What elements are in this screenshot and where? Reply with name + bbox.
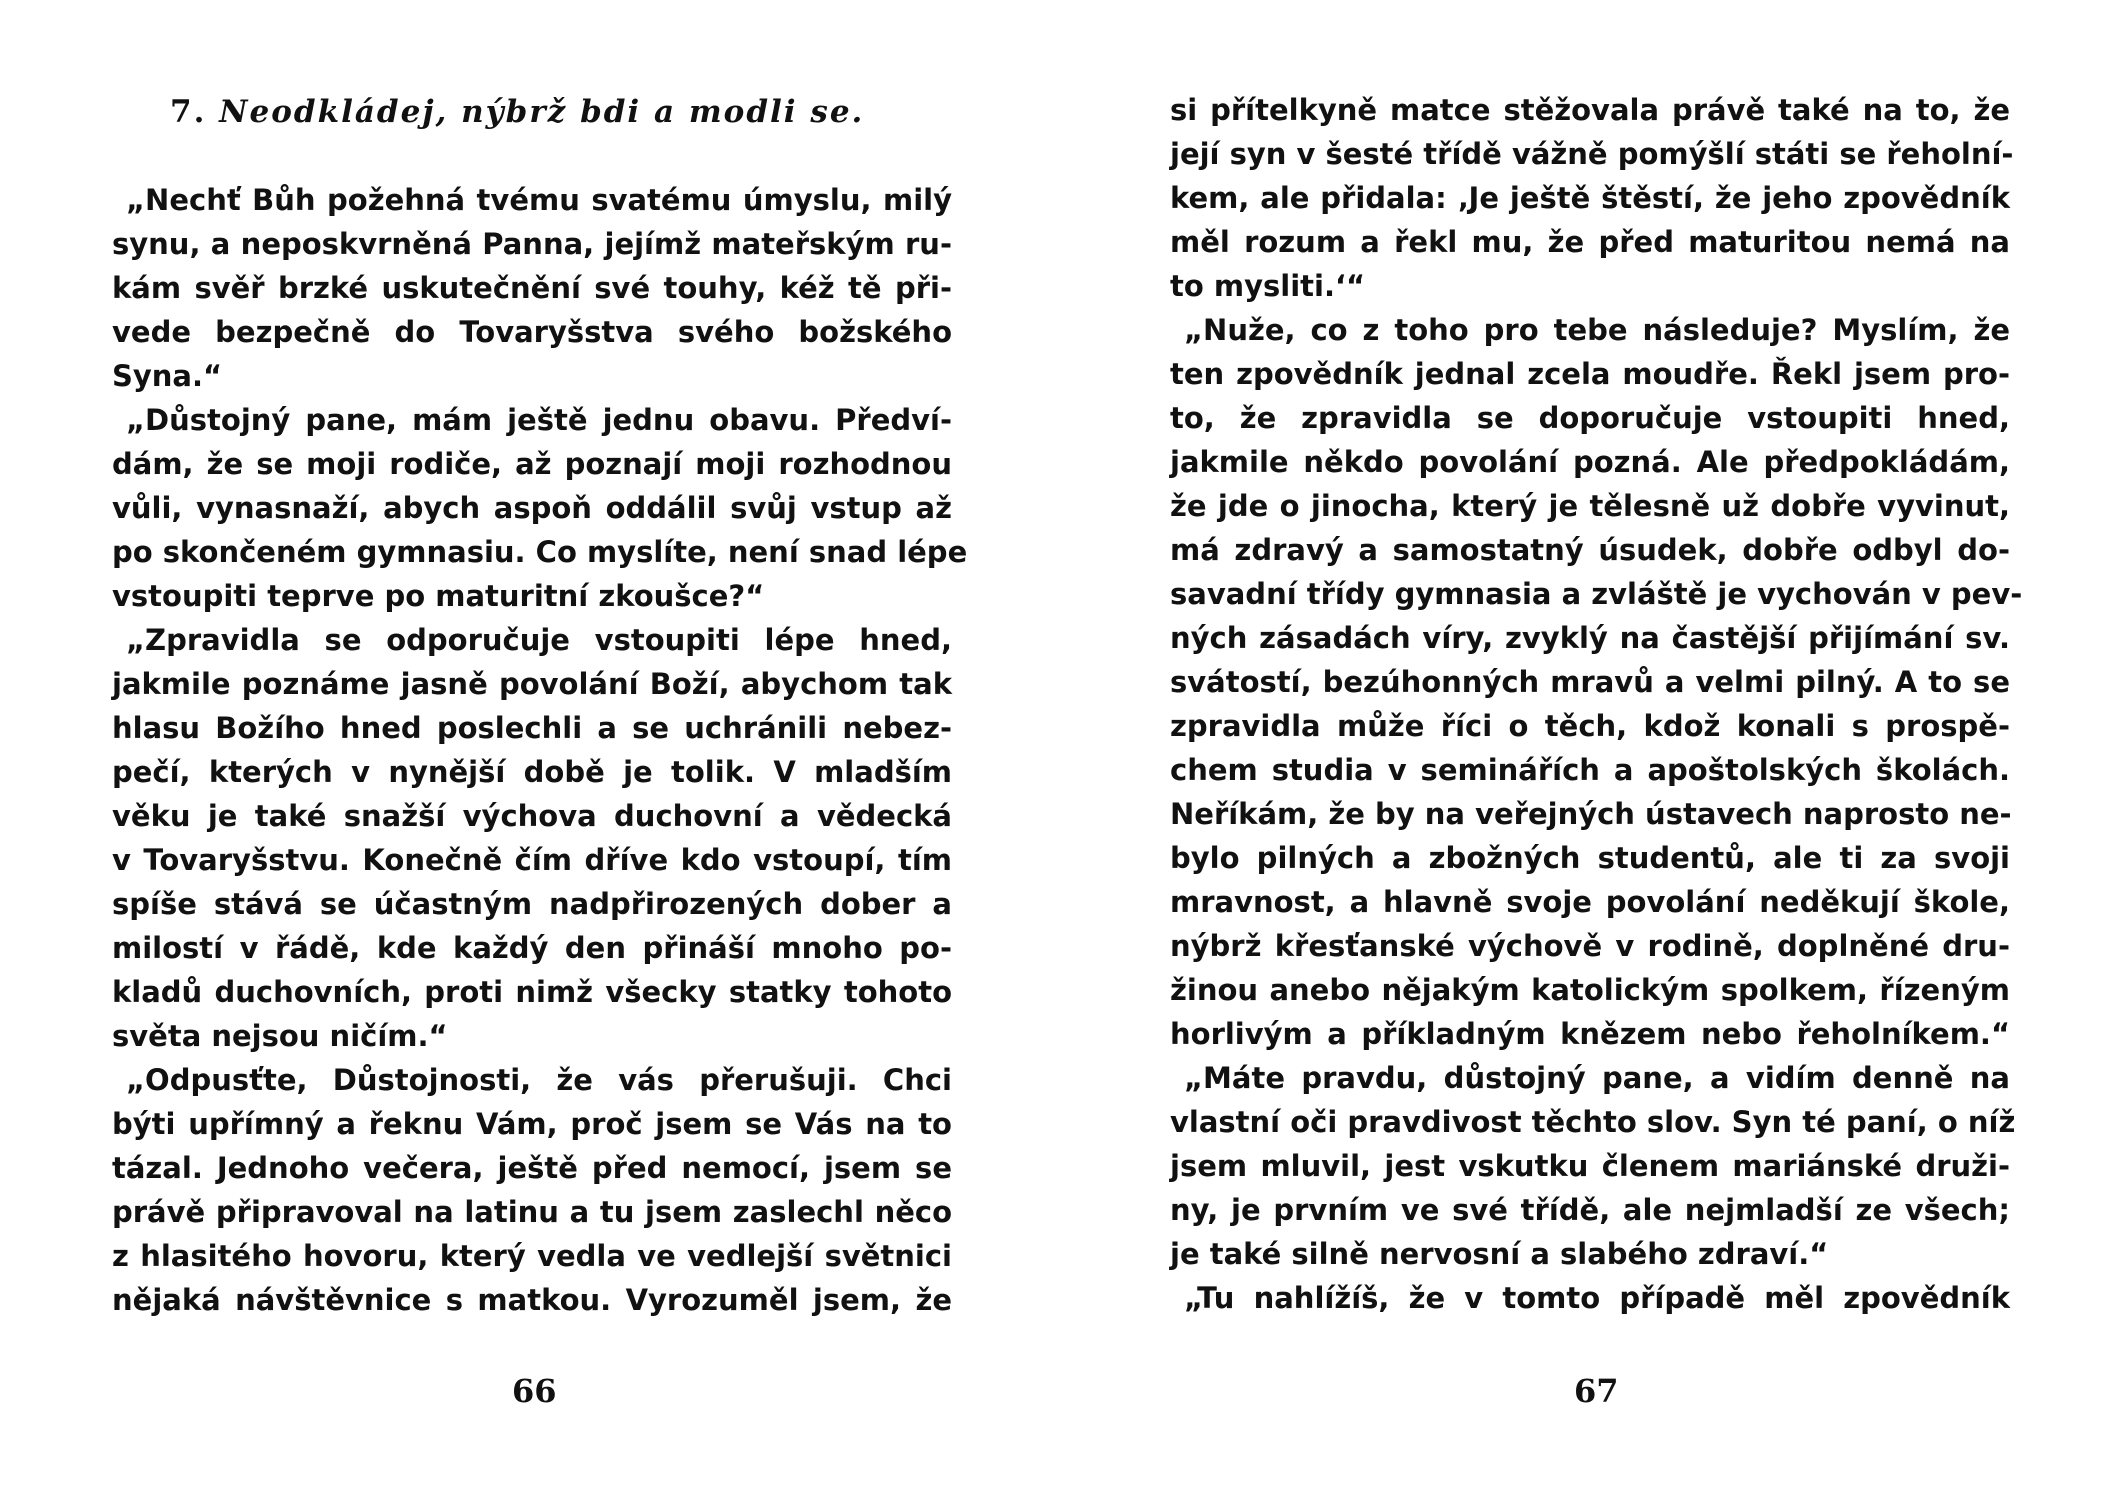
text-line: bylo pilných a zbožných studentů, ale ti za svoji xyxy=(1170,841,2010,875)
text-line: „Tu nahlížíš, že v tomto případě měl zpovědník xyxy=(1184,1281,2010,1315)
text-line: po skončeném gymnasiu. Co myslíte, není snad lépe xyxy=(112,535,968,569)
text-line: měl rozum a řekl mu, že před maturitou nemá na xyxy=(1170,225,2010,259)
text-line: nějaká návštěvnice s matkou. Vyrozuměl jsem, že xyxy=(112,1283,952,1317)
text-line: svátostí, bezúhonných mravů a velmi pilný. A to se xyxy=(1170,665,2010,699)
text-line: tázal. Jednoho večera, ještě před nemocí, jsem se xyxy=(112,1151,952,1185)
left-page-text xyxy=(112,178,968,1322)
chapter-number: 7. xyxy=(170,94,207,130)
page-number-left: 66 xyxy=(512,1372,557,1410)
text-line: kám svěř brzké uskutečnění své touhy, kéž tě při- xyxy=(112,271,952,305)
text-line: má zdravý a samostatný úsudek, dobře odbyl do- xyxy=(1170,533,2010,567)
chapter-title: Neodkládej, nýbrž bdi a modli se. xyxy=(219,94,865,130)
text-line: žinou anebo nějakým katolickým spolkem, řízeným xyxy=(1170,973,2010,1007)
text-line: z hlasitého hovoru, který vedla ve vedlejší světnici xyxy=(112,1239,952,1273)
text-line: její syn v šesté třídě vážně pomýšlí státi se řeholní- xyxy=(1170,137,2014,171)
text-line: mravnost, a hlavně svoje povolání neděkují škole, xyxy=(1170,885,2010,919)
text-line: vstoupiti teprve po maturitní zkoušce?“ xyxy=(112,579,765,613)
text-line: dám, že se moji rodiče, až poznají moji rozhodnou xyxy=(112,447,952,481)
text-line: „Důstojný pane, mám ještě jednu obavu. Předví- xyxy=(126,403,952,437)
text-line: „Odpusťte, Důstojnosti, že vás přerušuji. Chci xyxy=(126,1063,952,1097)
text-line: synu, a neposkvrněná Panna, jejímž mateřským ru- xyxy=(112,227,952,261)
text-line: Syna.“ xyxy=(112,359,223,393)
text-line: „Nechť Bůh požehná tvému svatému úmyslu, milý xyxy=(126,183,952,217)
text-line: jakmile někdo povolání pozná. Ale předpokládám, xyxy=(1170,445,2010,479)
text-line: „Zpravidla se odporučuje vstoupiti lépe hned, xyxy=(126,623,952,657)
left-page xyxy=(112,0,968,1500)
text-line: ných zásadách víry, zvyklý na častější přijímání sv. xyxy=(1170,621,2010,655)
text-line: světa nejsou ničím.“ xyxy=(112,1019,448,1053)
page-number-right: 67 xyxy=(1574,1372,1619,1410)
text-line: „Máte pravdu, důstojný pane, a vidím denně na xyxy=(1184,1061,2010,1095)
text-line: je také silně nervosní a slabého zdraví.“ xyxy=(1170,1237,1829,1271)
text-line: „Nuže, co z toho pro tebe následuje? Myslím, že xyxy=(1184,313,2010,347)
text-line: jakmile poznáme jasně povolání Boží, abychom tak xyxy=(112,667,952,701)
text-line: zpravidla může říci o těch, kdož konali s prospě- xyxy=(1170,709,2010,743)
text-line: jsem mluvil, jest vskutku členem mariánské druži- xyxy=(1170,1149,2010,1183)
text-line: hlasu Božího hned poslechli a se uchránili nebez- xyxy=(112,711,952,745)
text-line: spíše stává se účastným nadpřirozených dober a xyxy=(112,887,952,921)
text-line: Neříkám, že by na veřejných ústavech naprosto ne- xyxy=(1170,797,2012,831)
text-line: právě připravoval na latinu a tu jsem zaslechl něco xyxy=(112,1195,952,1229)
text-line: věku je také snažší výchova duchovní a vědecká xyxy=(112,799,952,833)
text-line: si přítelkyně matce stěžovala právě také na to, že xyxy=(1170,93,2010,127)
text-line: kladů duchovních, proti nimž všecky statky tohoto xyxy=(112,975,952,1009)
text-line: to, že zpravidla se doporučuje vstoupiti hned, xyxy=(1170,401,2010,435)
text-line: ny, je prvním ve své třídě, ale nejmladší ze všech; xyxy=(1170,1193,2010,1227)
text-line: kem, ale přidala: ‚Je ještě štěstí, že jeho zpovědník xyxy=(1170,181,2010,215)
text-line: chem studia v seminářích a apoštolských školách. xyxy=(1170,753,2010,787)
right-page-text xyxy=(1170,88,2023,1320)
chapter-heading xyxy=(170,94,864,130)
text-line: ten zpovědník jednal zcela moudře. Řekl jsem pro- xyxy=(1170,357,2010,391)
text-line: horlivým a příkladným knězem nebo řeholníkem.“ xyxy=(1170,1017,2010,1051)
text-line: pečí, kterých v nynější době je tolik. V mladším xyxy=(112,755,952,789)
text-line: vlastní oči pravdivost těchto slov. Syn té paní, o níž xyxy=(1170,1105,2016,1139)
text-line: že jde o jinocha, který je tělesně už dobře vyvinut, xyxy=(1170,489,2010,523)
text-line: býti upřímný a řeknu Vám, proč jsem se Vás na to xyxy=(112,1107,952,1141)
right-page xyxy=(1170,0,2023,1500)
text-line: milostí v řádě, kde každý den přináší mnoho po- xyxy=(112,931,952,965)
text-line: v Tovaryšstvu. Konečně čím dříve kdo vstoupí, tím xyxy=(112,843,952,877)
text-line: vůli, vynasnaží, abych aspoň oddálil svůj vstup až xyxy=(112,491,952,525)
text-line: savadní třídy gymnasia a zvláště je vychován v pev- xyxy=(1170,577,2023,611)
text-line: to mysliti.‘“ xyxy=(1170,269,1366,303)
text-line: vede bezpečně do Tovaryšstva svého božského xyxy=(112,315,952,349)
text-line: nýbrž křesťanské výchově v rodině, doplněné dru- xyxy=(1170,929,2010,963)
